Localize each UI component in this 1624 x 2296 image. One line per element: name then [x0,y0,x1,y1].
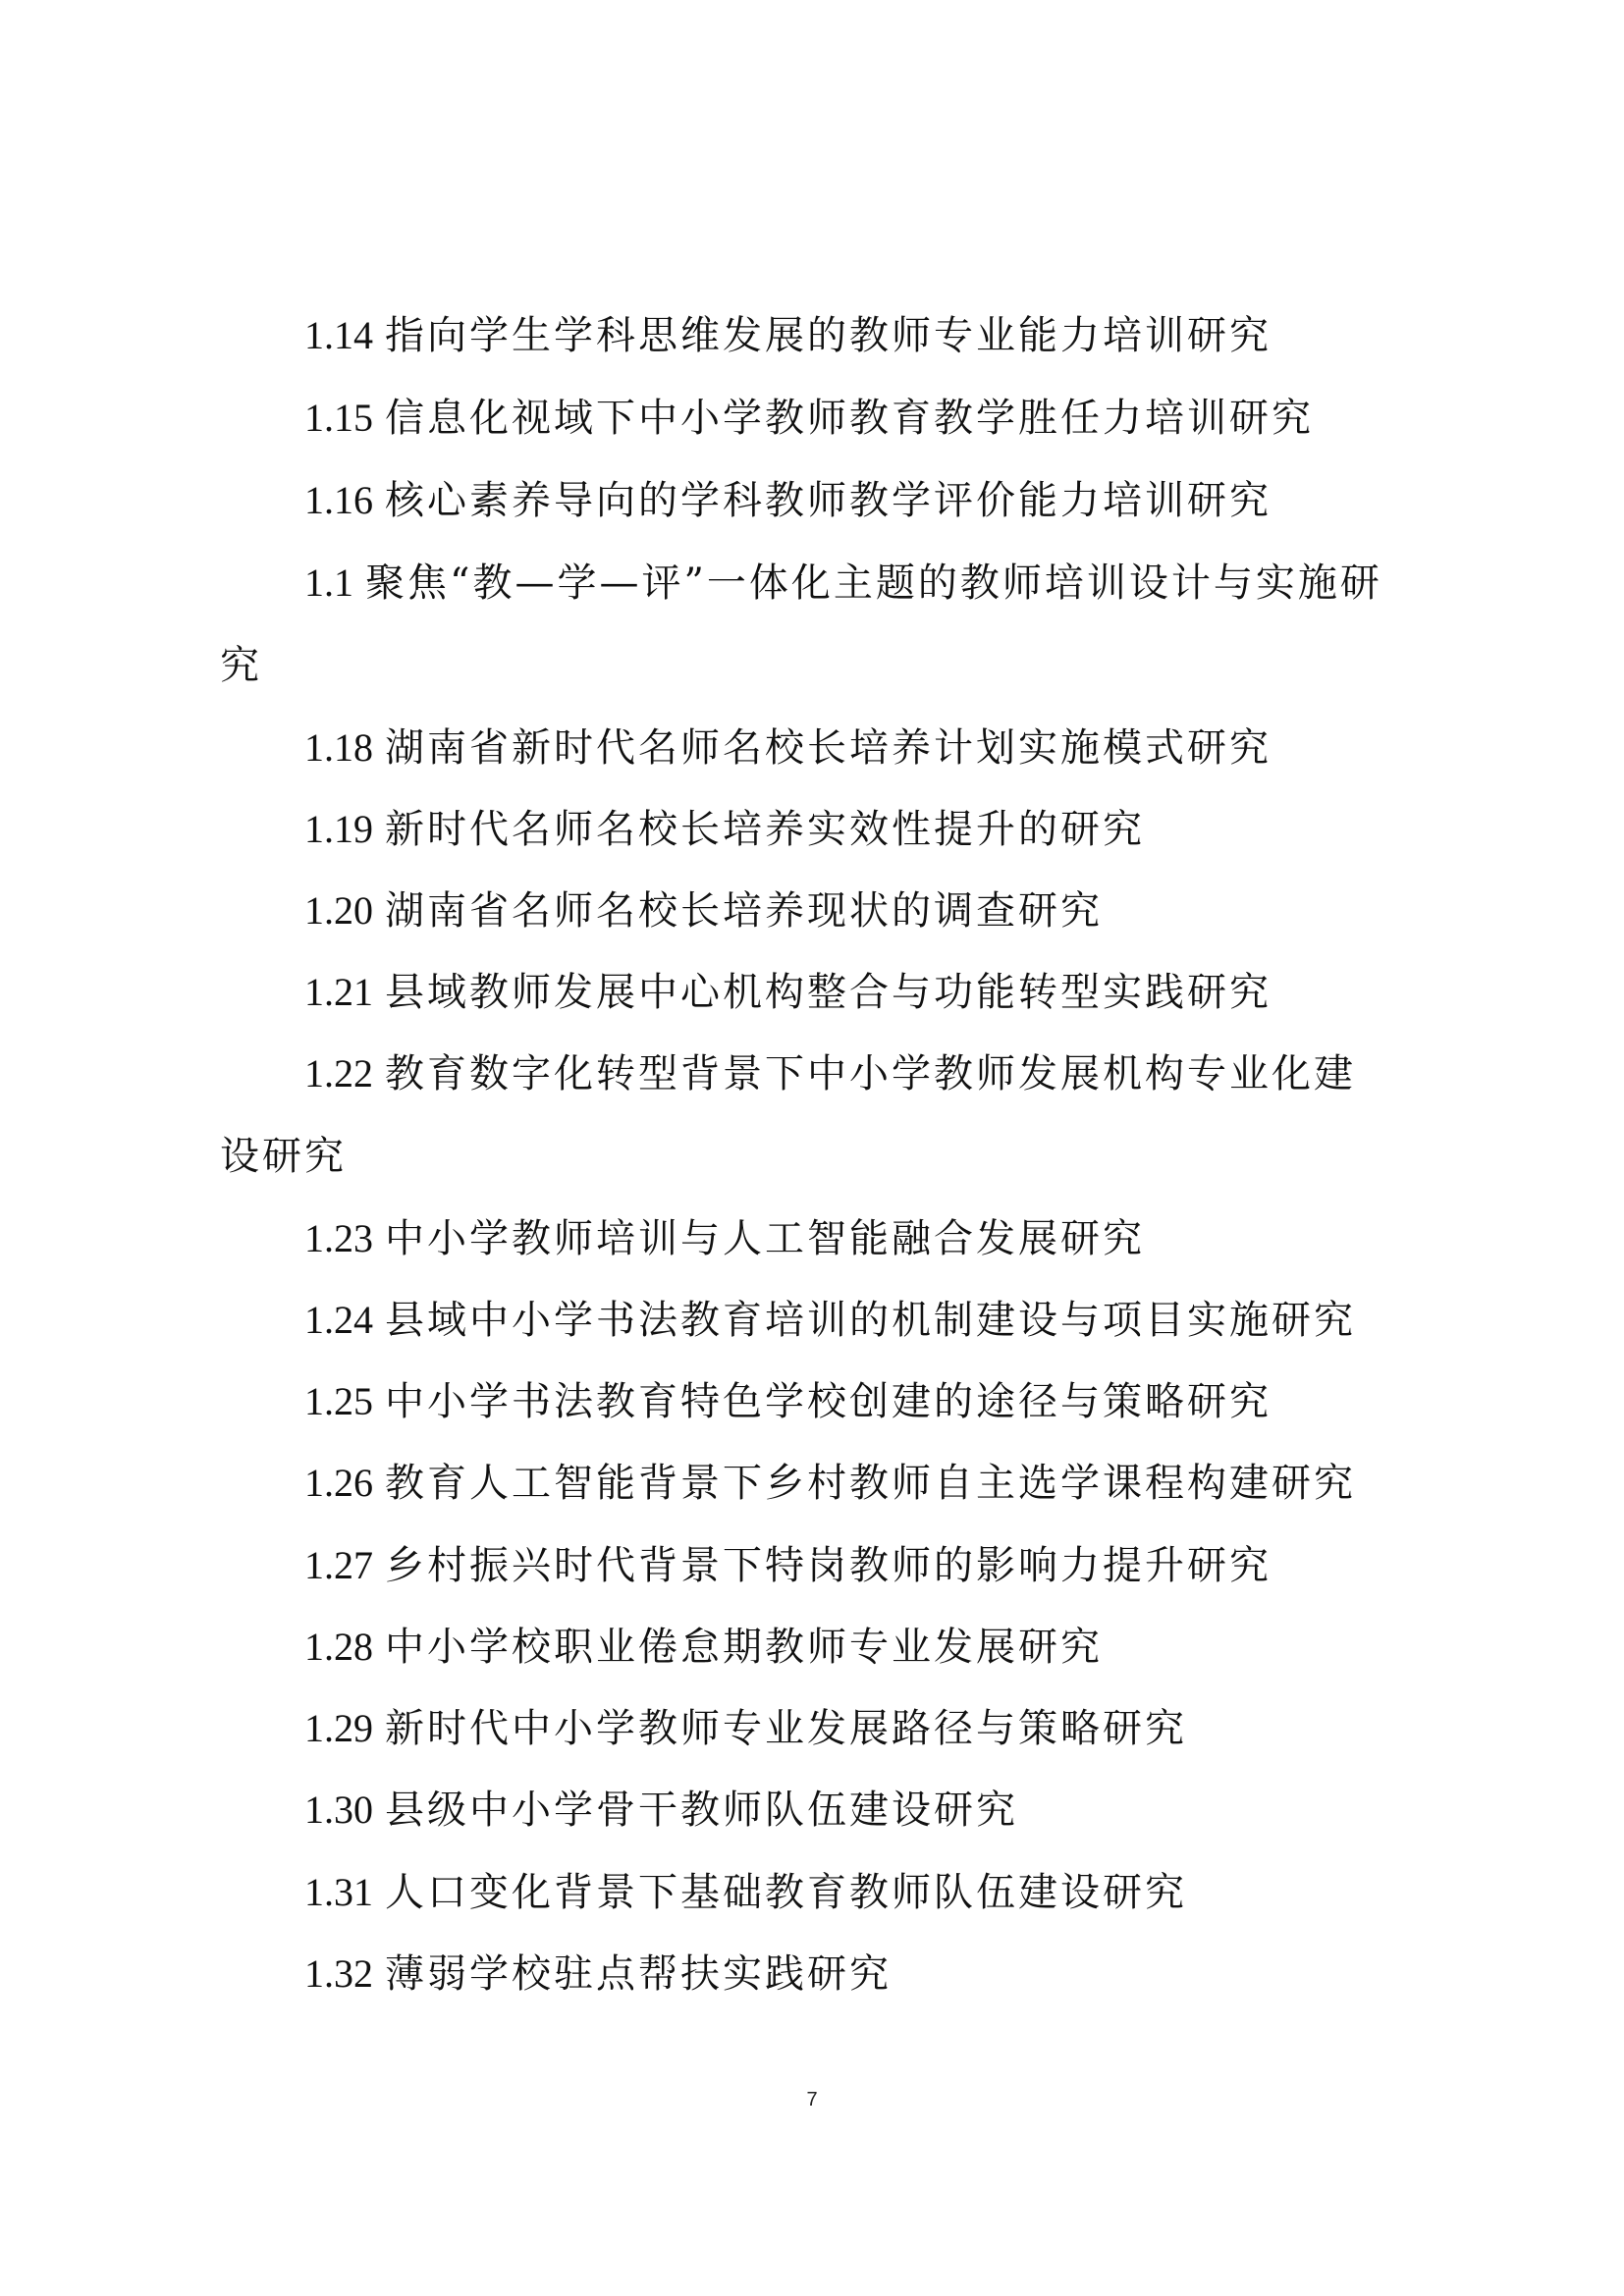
item-number: 1.22 [304,1051,373,1095]
list-item [304,560,1382,607]
item-text: 乡村振兴时代背景下特岗教师的影响力提升研究 [385,1543,1272,1588]
item-text: 湖南省新时代名师名校长培养计划实施模式研究 [385,725,1272,771]
list-item [304,1624,1103,1671]
list-item [304,1378,1272,1425]
item-text: 湖南省名师名校长培养现状的调查研究 [385,888,1103,934]
item-number: 1.26 [304,1461,373,1505]
item-text: 教育数字化转型背景下中小学教师发展机构专业化建 [385,1051,1356,1096]
list-item [304,1869,1187,1916]
item-number: 1.24 [304,1298,373,1342]
item-text: 中小学教师培训与人工智能融合发展研究 [385,1216,1145,1261]
list-item [304,1297,1356,1344]
item-text: 教育人工智能背景下乡村教师自主选学课程构建研究 [385,1461,1356,1506]
list-item [304,1460,1356,1507]
item-text: 聚焦“教—学—评”一体化主题的教师培训设计与实施研 [365,561,1382,606]
item-number: 1.21 [304,970,373,1014]
item-number: 1.28 [304,1625,373,1669]
item-number: 1.14 [304,313,373,357]
item-text: 县级中小学骨干教师队伍建设研究 [385,1788,1018,1833]
item-text: 指向学生学科思维发展的教师专业能力培训研究 [385,313,1272,358]
item-number: 1.31 [304,1870,373,1914]
list-item-continuation: 究 [220,643,262,688]
list-item [304,1050,1356,1097]
item-number: 1.30 [304,1788,373,1832]
item-number: 1.1 [304,561,353,605]
item-text: 信息化视域下中小学教师教育教学胜任力培训研究 [385,396,1314,441]
item-text: 县域中小学书法教育培训的机制建设与项目实施研究 [385,1298,1356,1343]
list-item [304,1542,1272,1589]
list-item [304,887,1103,934]
item-number: 1.15 [304,396,373,440]
item-number: 1.29 [304,1706,373,1750]
item-number: 1.27 [304,1543,373,1587]
item-text: 中小学校职业倦怠期教师专业发展研究 [385,1625,1103,1670]
list-item [304,806,1145,853]
item-number: 1.23 [304,1216,373,1260]
item-number: 1.20 [304,888,373,933]
item-text: 新时代名师名校长培养实效性提升的研究 [385,807,1145,852]
item-number: 1.16 [304,478,373,522]
page-number: 7 [806,2089,818,2110]
list-item [304,477,1272,524]
list-item [304,1705,1187,1752]
list-item [304,1215,1145,1262]
item-number: 1.25 [304,1379,373,1423]
list-item [304,724,1272,772]
list-item [304,395,1314,442]
item-text: 中小学书法教育特色学校创建的途径与策略研究 [385,1379,1272,1424]
list-item [304,1787,1018,1834]
list-item [304,969,1272,1016]
item-text: 薄弱学校驻点帮扶实践研究 [385,1951,892,1997]
item-number: 1.18 [304,725,373,770]
item-text: 人口变化背景下基础教育教师队伍建设研究 [385,1870,1187,1915]
item-number: 1.32 [304,1951,373,1996]
list-item-continuation: 设研究 [220,1134,347,1179]
list-item [304,1950,892,1998]
item-text: 核心素养导向的学科教师教学评价能力培训研究 [385,478,1272,523]
item-number: 1.19 [304,807,373,851]
item-text: 县域教师发展中心机构整合与功能转型实践研究 [385,970,1272,1015]
item-text: 新时代中小学教师专业发展路径与策略研究 [385,1706,1187,1751]
list-item [304,312,1272,359]
